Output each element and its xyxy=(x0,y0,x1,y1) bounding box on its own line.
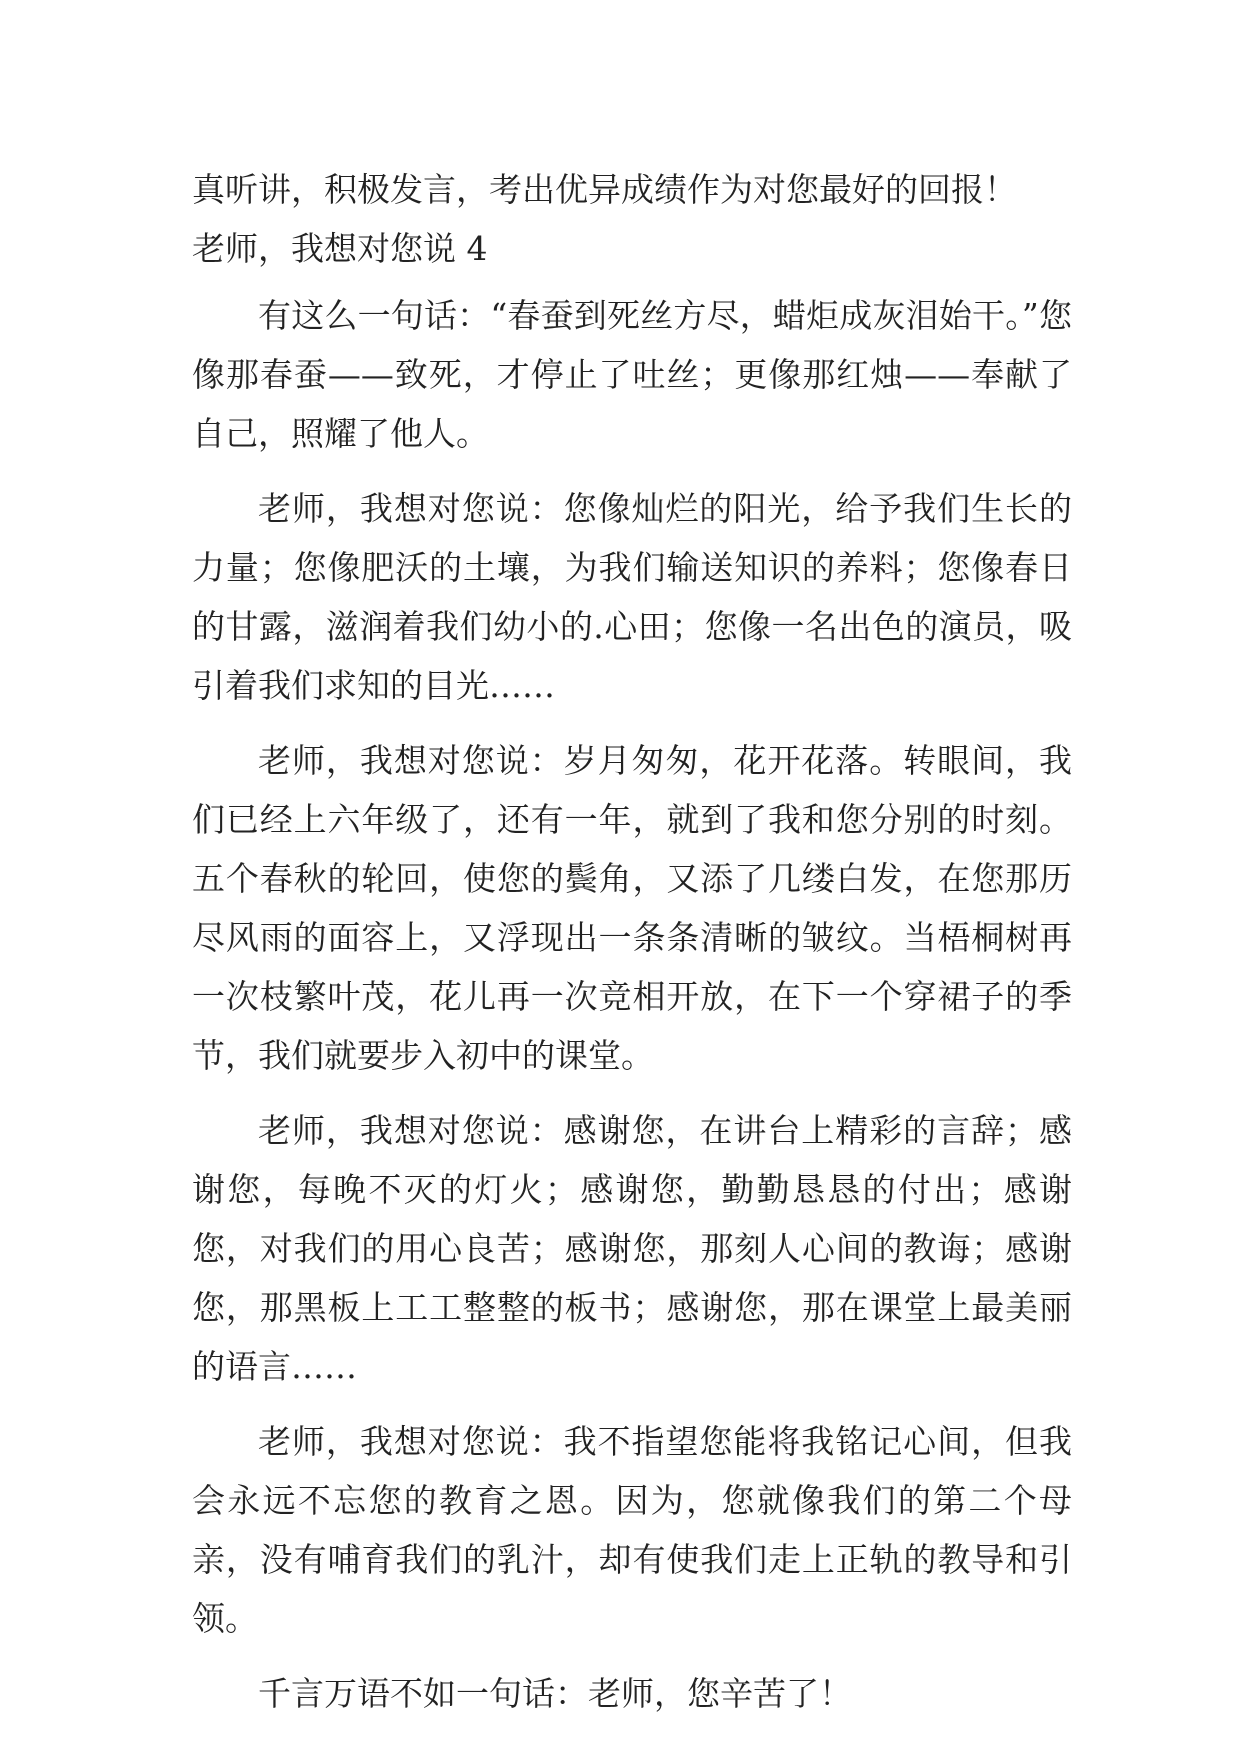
paragraph-4: 老师，我想对您说：感谢您，在讲台上精彩的言辞；感谢您，每晚不灭的灯火；感谢您，勤勤恳恳的付出；感谢您，对我们的用心良苦；感谢您，那刻人心间的教诲；感谢您，那黑板上工工整整的板书；感谢您，那在课堂上最美丽的语言…… xyxy=(192,1111,1072,1386)
paragraph-3: 老师，我想对您说：岁月匆匆，花开花落。转眼间，我们已经上六年级了，还有一年，就到了我和您分别的时刻。五个春秋的轮回，使您的鬓角，又添了几缕白发，在您那历尽风雨的面容上，又浮现出一条条清晰的皱纹。当梧桐树再一次枝繁叶茂，花儿再一次竞相开放，在下一个穿裙子的季节，我们就要步入初中的课堂。 xyxy=(192,741,1072,1075)
paragraph-5: 老师，我想对您说：我不指望您能将我铭记心间，但我会永远不忘您的教育之恩。因为，您就像我们的第二个母亲，没有哺育我们的乳汁，却有使我们走上正轨的教导和引领。 xyxy=(192,1422,1072,1638)
paragraph-6: 千言万语不如一句话：老师，您辛苦了！ xyxy=(258,1674,852,1713)
paragraph-2: 老师，我想对您说：您像灿烂的阳光，给予我们生长的力量；您像肥沃的土壤，为我们输送知识的养料；您像春日的甘露，滋润着我们幼小的.心田；您像一名出色的演员，吸引着我们求知的目光…… xyxy=(192,489,1072,705)
continuation-line: 真听讲，积极发言，考出优异成绩作为对您最好的回报！ xyxy=(192,170,1017,209)
paragraph-1: 有这么一句话：“春蚕到死丝方尽，蜡炬成灰泪始干。”您像那春蚕——致死，才停止了吐丝；更像那红烛——奉献了自己，照耀了他人。 xyxy=(192,296,1072,453)
document-page xyxy=(192,160,1072,1723)
section-heading: 老师，我想对您说 4 xyxy=(192,229,488,268)
